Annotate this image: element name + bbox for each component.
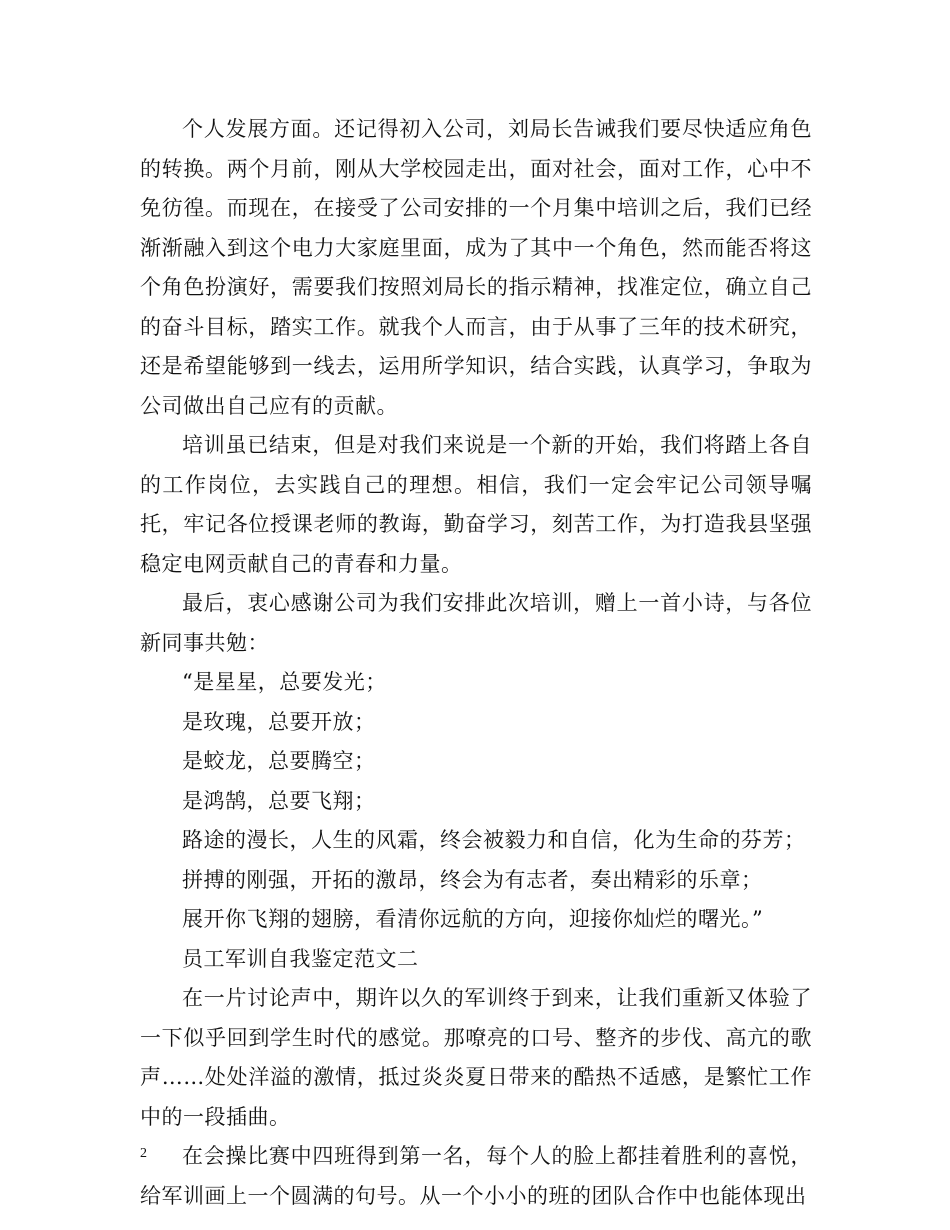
page-number: 2	[140, 1146, 147, 1161]
poem	[140, 663, 812, 940]
poem-line: 是玫瑰，总要开放；	[182, 709, 376, 734]
poem-line: 是鸿鹄，总要飞翔；	[182, 788, 376, 813]
document-body	[140, 110, 812, 1216]
paragraph-thanks: 最后，衷心感谢公司为我们安排此次培训，赠上一首小诗，与各位新同事共勉：	[140, 591, 812, 655]
section-heading: 员工军训自我鉴定范文二	[182, 946, 419, 971]
poem-line: 拼搏的刚强，开拓的激昂，终会为有志者，奏出精彩的乐章；	[182, 867, 763, 892]
paragraph-drill-competition: 在会操比赛中四班得到第一名，每个人的脸上都挂着胜利的喜悦，给军训画上一个圆满的句号。从一个小小的班的团队合作中也能体现出	[140, 1144, 812, 1208]
poem-line: “是星星，总要发光；	[182, 670, 387, 694]
paragraph-personal-development: 个人发展方面。还记得初入公司，刘局长告诫我们要尽快适应角色的转换。两个月前，刚从大学校园走出，面对社会，面对工作，心中不免彷徨。而现在，在接受了公司安排的一个月集中培训之后，我们已经渐渐融入到这个电力大家庭里面，成为了其中一个角色，然而能否将这个角色扮演好，需要我们按照刘局长的指示精神，找准定位，确立自己的奋斗目标，踏实工作。就我个人而言，由于从事了三年的技术研究，还是希望能够到一线去，运用所学知识，结合实践，认真学习，争取为公司做出自己应有的贡献。	[140, 117, 812, 418]
poem-line: 是蛟龙，总要腾空；	[182, 749, 376, 773]
poem-line: 路途的漫长，人生的风霜，终会被毅力和自信，化为生命的芬芳；	[182, 828, 806, 852]
paragraph-military-training: 在一片讨论声中，期许以久的军训终于到来，让我们重新又体验了一下似乎回到学生时代的感觉。那嘹亮的口号、整齐的步伐、高亢的歌声……处处洋溢的激情，抵过炎炎夏日带来的酷热不适感，是繁忙工作中的一段插曲。	[140, 986, 812, 1129]
poem-line: 展开你飞翔的翅膀，看清你远航的方向，迎接你灿烂的曙光。”	[182, 907, 764, 931]
paragraph-training-ended: 培训虽已结束，但是对我们来说是一个新的开始，我们将踏上各自的工作岗位，去实践自己的理想。相信，我们一定会牢记公司领导嘱托，牢记各位授课老师的教诲，勤奋学习，刻苦工作，为打造我县坚强稳定电网贡献自己的青春和力量。	[140, 433, 812, 576]
